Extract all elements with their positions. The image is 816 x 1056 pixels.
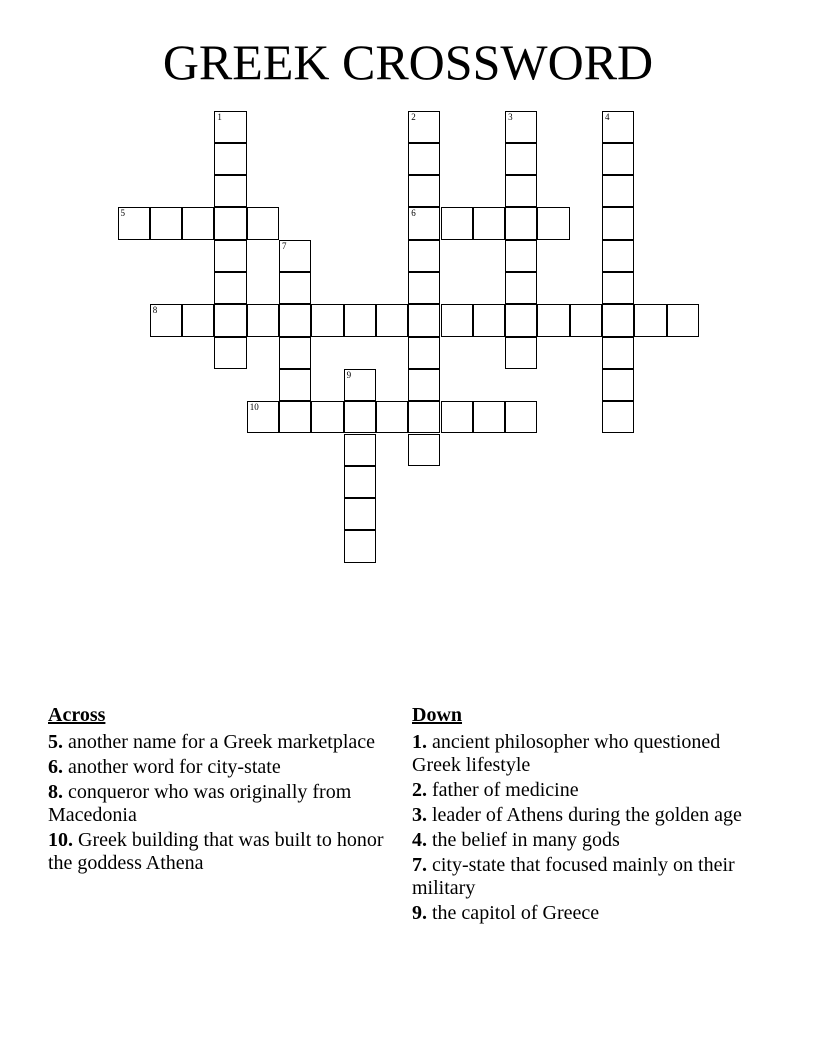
- crossword-cell[interactable]: [408, 111, 440, 143]
- clue-number: 10.: [48, 829, 73, 851]
- crossword-cell[interactable]: [344, 401, 376, 433]
- crossword-cell[interactable]: [602, 207, 634, 239]
- crossword-cell[interactable]: [344, 434, 376, 466]
- clue-number: 4.: [412, 829, 427, 851]
- clue-down-9: [412, 902, 742, 925]
- cell-number: 8: [152, 305, 158, 316]
- clue-down-3: [412, 804, 742, 827]
- page-title: GREEK CROSSWORD: [162, 34, 654, 90]
- crossword-cell[interactable]: [537, 304, 569, 336]
- clue-text: another name for a Greek marketplace: [68, 731, 376, 753]
- clue-number: 8.: [48, 781, 63, 803]
- crossword-cell[interactable]: [408, 240, 440, 272]
- crossword-cell[interactable]: [150, 207, 182, 239]
- crossword-cell[interactable]: [408, 401, 440, 433]
- crossword-cell[interactable]: [182, 304, 214, 336]
- clue-number: 7.: [412, 854, 427, 876]
- crossword-cell[interactable]: [473, 304, 505, 336]
- crossword-cell[interactable]: [602, 272, 634, 304]
- crossword-cell[interactable]: [279, 272, 311, 304]
- down-heading: Down: [412, 704, 463, 726]
- crossword-cell[interactable]: [118, 207, 150, 239]
- crossword-cell[interactable]: [408, 175, 440, 207]
- clue-text: Greek building that was built to honor the goddess Athena: [48, 829, 384, 874]
- clue-text: ancient philosopher who questioned Greek lifestyle: [412, 731, 721, 776]
- crossword-cell[interactable]: [537, 207, 569, 239]
- crossword-cell[interactable]: [247, 207, 279, 239]
- crossword-cell[interactable]: [473, 207, 505, 239]
- crossword-cell[interactable]: [214, 175, 246, 207]
- crossword-cell[interactable]: [247, 401, 279, 433]
- cell-number: 3: [508, 111, 513, 122]
- clue-text: city-state that focused mainly on their military: [412, 854, 735, 899]
- crossword-cell[interactable]: [344, 369, 376, 401]
- clue-number: 3.: [412, 804, 427, 826]
- crossword-cell[interactable]: [344, 466, 376, 498]
- clue-text: another word for city-state: [68, 756, 281, 778]
- cell-number: 9: [346, 369, 352, 380]
- crossword-cell[interactable]: [602, 369, 634, 401]
- crossword-cell[interactable]: [408, 434, 440, 466]
- crossword-cell[interactable]: [473, 401, 505, 433]
- crossword-cell[interactable]: [408, 272, 440, 304]
- crossword-cell[interactable]: [602, 175, 634, 207]
- crossword-cell[interactable]: [505, 304, 537, 336]
- crossword-cell[interactable]: [634, 304, 666, 336]
- crossword-cell[interactable]: [602, 337, 634, 369]
- crossword-cell[interactable]: [344, 304, 376, 336]
- crossword-cell[interactable]: [441, 304, 473, 336]
- crossword-cell[interactable]: [667, 304, 699, 336]
- across-clues: [48, 703, 393, 877]
- cell-number: 7: [282, 240, 287, 251]
- clue-across-10: [48, 829, 393, 875]
- crossword-cell[interactable]: [441, 401, 473, 433]
- crossword-cell[interactable]: [214, 272, 246, 304]
- crossword-cell[interactable]: [408, 369, 440, 401]
- down-clues: [412, 703, 742, 927]
- crossword-cell[interactable]: [214, 207, 246, 239]
- clue-across-8: [48, 781, 393, 827]
- crossword-cell[interactable]: [344, 530, 376, 562]
- crossword-cell[interactable]: [214, 143, 246, 175]
- crossword-cell[interactable]: [408, 337, 440, 369]
- crossword-cell[interactable]: [505, 240, 537, 272]
- clue-down-1: [412, 731, 742, 777]
- clue-number: 9.: [412, 902, 427, 924]
- clue-number: 1.: [412, 731, 427, 753]
- crossword-cell[interactable]: [408, 304, 440, 336]
- cell-number: 5: [120, 208, 125, 219]
- clue-across-5: [48, 731, 393, 754]
- crossword-cell[interactable]: [602, 401, 634, 433]
- cell-number: 4: [605, 111, 610, 122]
- crossword-cell[interactable]: [214, 111, 246, 143]
- crossword-cell[interactable]: [505, 337, 537, 369]
- crossword-cell[interactable]: [505, 207, 537, 239]
- crossword-cell[interactable]: [505, 175, 537, 207]
- cell-number: 10: [249, 402, 259, 413]
- clue-across-6: [48, 756, 393, 779]
- crossword-cell[interactable]: [441, 207, 473, 239]
- crossword-cell[interactable]: [182, 207, 214, 239]
- crossword-cell[interactable]: [279, 337, 311, 369]
- crossword-cell[interactable]: [214, 240, 246, 272]
- crossword-cell[interactable]: [150, 304, 182, 336]
- crossword-cell[interactable]: [602, 304, 634, 336]
- crossword-cell[interactable]: [408, 143, 440, 175]
- clue-text: the capitol of Greece: [432, 902, 600, 924]
- crossword-cell[interactable]: [570, 304, 602, 336]
- clue-text: the belief in many gods: [432, 829, 620, 851]
- crossword-cell[interactable]: [279, 304, 311, 336]
- crossword-cell[interactable]: [602, 240, 634, 272]
- crossword-cell[interactable]: [247, 304, 279, 336]
- crossword-cell[interactable]: [311, 401, 343, 433]
- crossword-cell[interactable]: [279, 401, 311, 433]
- crossword-cell[interactable]: [376, 401, 408, 433]
- cell-number: 2: [411, 111, 416, 122]
- crossword-cell[interactable]: [505, 111, 537, 143]
- clue-down-7: [412, 854, 742, 900]
- clue-number: 5.: [48, 731, 63, 753]
- crossword-cell[interactable]: [311, 304, 343, 336]
- clue-down-2: [412, 779, 742, 802]
- clue-text: father of medicine: [432, 779, 579, 801]
- crossword-cell[interactable]: [408, 207, 440, 239]
- crossword-cell[interactable]: [344, 498, 376, 530]
- crossword-cell[interactable]: [505, 272, 537, 304]
- crossword-cell[interactable]: [505, 401, 537, 433]
- crossword-cell[interactable]: [279, 369, 311, 401]
- clue-text: conqueror who was originally from Macedonia: [48, 781, 352, 826]
- clue-down-4: [412, 829, 742, 852]
- clue-number: 6.: [48, 756, 63, 778]
- clue-text: leader of Athens during the golden age: [432, 804, 742, 826]
- crossword-cell[interactable]: [602, 111, 634, 143]
- cell-number: 1: [217, 111, 222, 122]
- crossword-cell[interactable]: [214, 337, 246, 369]
- crossword-cell[interactable]: [214, 304, 246, 336]
- crossword-cell[interactable]: [279, 240, 311, 272]
- crossword-cell[interactable]: [602, 143, 634, 175]
- cell-number: 6: [411, 208, 416, 219]
- clue-number: 2.: [412, 779, 427, 801]
- crossword-cell[interactable]: [505, 143, 537, 175]
- crossword-cell[interactable]: [376, 304, 408, 336]
- across-heading: Across: [48, 704, 106, 726]
